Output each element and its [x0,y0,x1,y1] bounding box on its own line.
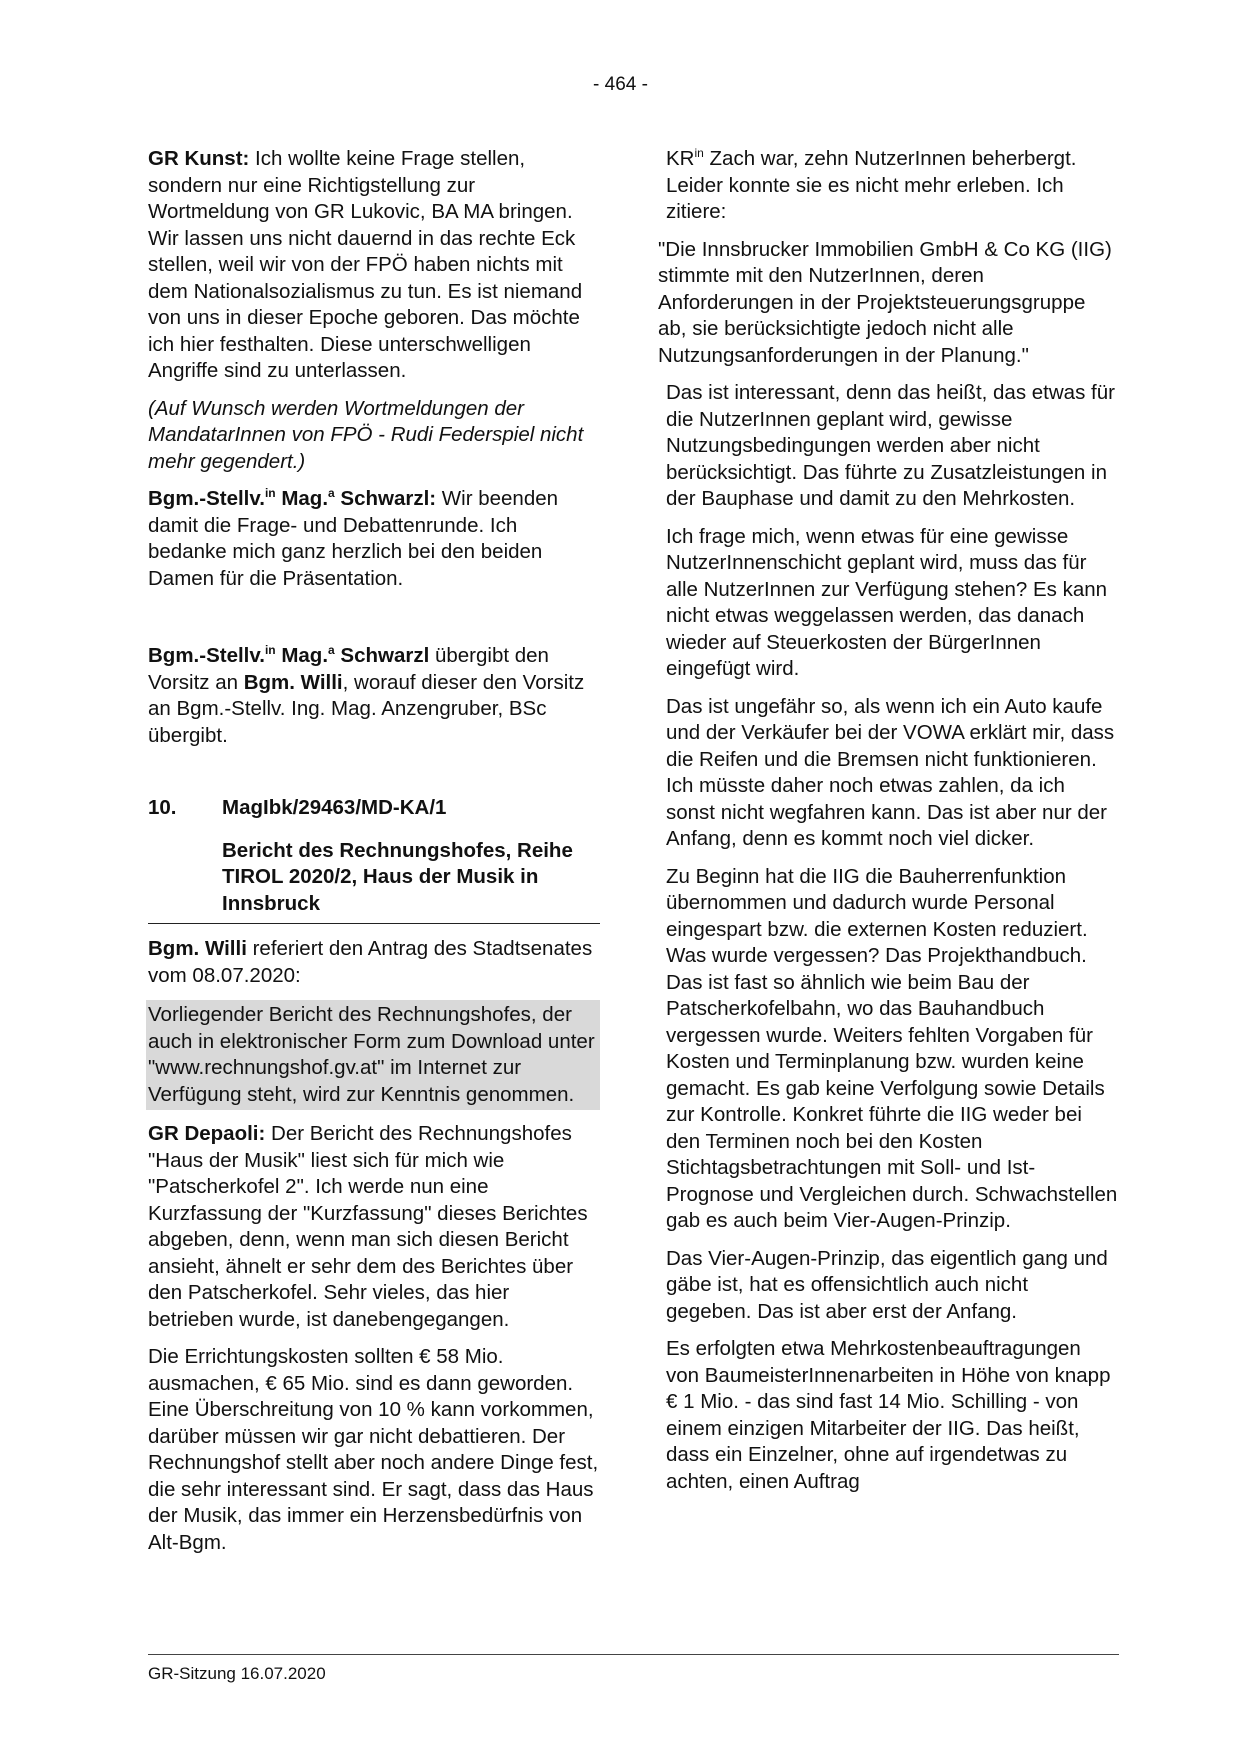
footer-session-date: GR-Sitzung 16.07.2020 [148,1664,326,1683]
paragraph: Zu Beginn hat die IIG die Bauherrenfunktion übernommen und dadurch wurde Personal eingespart bzw. die externen Kosten reduziert. Was wurde vergessen? Das Projekthandbuch. Das ist fast so ähnlich wie beim Bau der Patscherkofelbahn, wo das Bauhandbuch vergessen wurde. Weiters fehlten Vorgaben für Kosten und Terminplanung bzw. wurden keine gemacht. Es gab keine Verfolgung sowie Details zur Kontrolle. Konkret führte die IIG weder bei den Terminen noch bei den Kosten Stichtagsbetrachtungen mit Soll- und Ist-Prognose und Vergleichen durch. Schwachstellen gab es auch beim Vier-Augen-Prinzip. [666,864,1118,1232]
paragraph-gr-kunst [148,146,600,385]
agenda-title: Bericht des Rechnungshofes, Reihe TIROL 2020/2, Haus der Musik in Innsbruck [222,838,573,915]
agenda-number: 10. [148,796,177,819]
speaker-name: Bgm. Willi [148,937,247,960]
paragraph-text: Der Bericht des Rechnungshofes "Haus der Musik" liest sich für mich wie "Patscherkofel 2". Ich werde nun eine Kurzfassung der "Kurzfassung" dieses Berichtes abgeben, denn, wenn man sich diesen Bericht ansieht, ähnelt er sehr dem des Berichtes über den Patscherkofel. Sehr vieles, das hier betrieben wurde, ist danebengegangen. [148,1122,588,1331]
paragraph-continuation: $KR^{in}$ Zach war, zehn NutzerInnen beherbergt. Leider konnte sie es nicht mehr erleben. Ich zitiere: [666,146,1077,223]
speaker-name: GR Depaoli: [148,1122,266,1145]
page-number: - 464 - [593,74,648,95]
agenda-reference: MagIbk/29463/MD-KA/1 [222,796,447,819]
paragraph: Es erfolgten etwa Mehrkostenbeauftragungen von BaumeisterInnenarbeiten in Höhe von knapp € 1 Mio. - das sind fast 14 Mio. Schilling - von einem einzigen Mitarbeiter der IIG. Das heißt, dass ein Einzelner, ohne auf irgendetwas zu achten, einen Auftrag [666,1337,1111,1493]
paragraph: Das ist ungefähr so, als wenn ich ein Auto kaufe und der Verkäufer bei der VOWA erklärt mir, dass die Reifen und die Bremsen nicht funktionieren. Ich müsste daher noch etwas zahlen, da ich sonst nicht wegfahren kann. Das ist aber nur der Anfang, denn es kommt noch viel dicker. [666,694,1115,850]
paragraph-text: referiert den Antrag des Stadtsenates vom 08.07.2020: [148,937,593,987]
paragraph-costs: Die Errichtungskosten sollten € 58 Mio. ausmachen, € 65 Mio. sind es dann geworden. Eine Überschreitung von 10 % kann vorkommen, darüber müssen wir gar nicht debattieren. Der Rechnungshof stellt aber noch andere Dinge fest, die sehr interessant sind. Er sagt, dass das Haus der Musik, das immer ein Herzensbedürfnis von Alt-Bgm. [148,1345,599,1554]
speaker-name: GR Kunst: [148,147,250,170]
paragraph-schwarzl [148,486,600,592]
quotation: "Die Innsbrucker Immobilien GmbH & Co KG (IIG) stimmte mit den NutzerInnen, deren Anforderungen in der Projektsteuerungsgruppe ab, sie berücksichtigte jedoch nicht alle Nutzungsanforderungen in der Planung." [658,237,1112,367]
paragraph-willi [148,936,600,989]
left-column [148,146,600,1567]
paragraph-depaoli [148,1121,600,1333]
paragraph-text: Wir beenden damit die Frage- und Debattenrunde. Ich bedanke mich ganz herzlich bei den beiden Damen für die Präsentation. [148,487,559,590]
editorial-note: (Auf Wunsch werden Wortmeldungen der MandatarInnen von FPÖ - Rudi Federspiel nicht mehr gegendert.) [148,396,584,473]
paragraph: Das ist interessant, denn das heißt, das etwas für die NutzerInnen geplant wird, gewisse Nutzungsbedingungen werden aber nicht berücksichtigt. Das führte zu Zusatzleistungen in der Bauphase und damit zu den Mehrkosten. [666,381,1115,510]
right-column [658,146,1118,1506]
paragraph: Ich frage mich, wenn etwas für eine gewisse NutzerInnenschicht geplant wird, muss das für alle NutzerInnen zur Verfügung stehen? Es kann nicht etwas weggelassen werden, das danach wieder auf Steuerkosten der BürgerInnen eingefügt wird. [666,524,1108,680]
paragraph: Das Vier-Augen-Prinzip, das eigentlich gang und gäbe ist, hat es offensichtlich auch nicht gegeben. Das ist aber erst der Anfang. [666,1246,1108,1323]
footer-divider [148,1654,1119,1655]
motion-text: Vorliegender Bericht des Rechnungshofes, der auch in elektronischer Form zum Download unter "www.rechnungshof.gv.at" im Internet zur Verfügung steht, wird zur Kenntnis genommen. [146,1000,600,1110]
paragraph-text: Ich wollte keine Frage stellen, sondern nur eine Richtigstellung zur Wortmeldung von GR Lukovic, BA MA bringen. Wir lassen uns nicht dauernd in das rechte Eck stellen, weil wir von der FPÖ haben nichts mit dem Nationalsozialismus zu tun. Es ist niemand von uns in dieser Epoche geboren. Das möchte ich hier festhalten. Diese unterschwelligen Angriffe sind zu unterlassen. [148,147,583,382]
agenda-item-heading [148,795,600,924]
paragraph-chair-handover: Bgm.-Stellv.$^{in}$ Mag.$^a$ Schwarzl übergibt den Vorsitz an Bgm. Willi, worauf dieser den Vorsitz an Bgm.-Stellv. Ing. Mag. Anzengruber, BSc übergibt. [148,643,585,747]
speaker-name: Bgm.-Stellv.$^{in}$ Mag.$^a$ Schwarzl: [148,486,437,510]
